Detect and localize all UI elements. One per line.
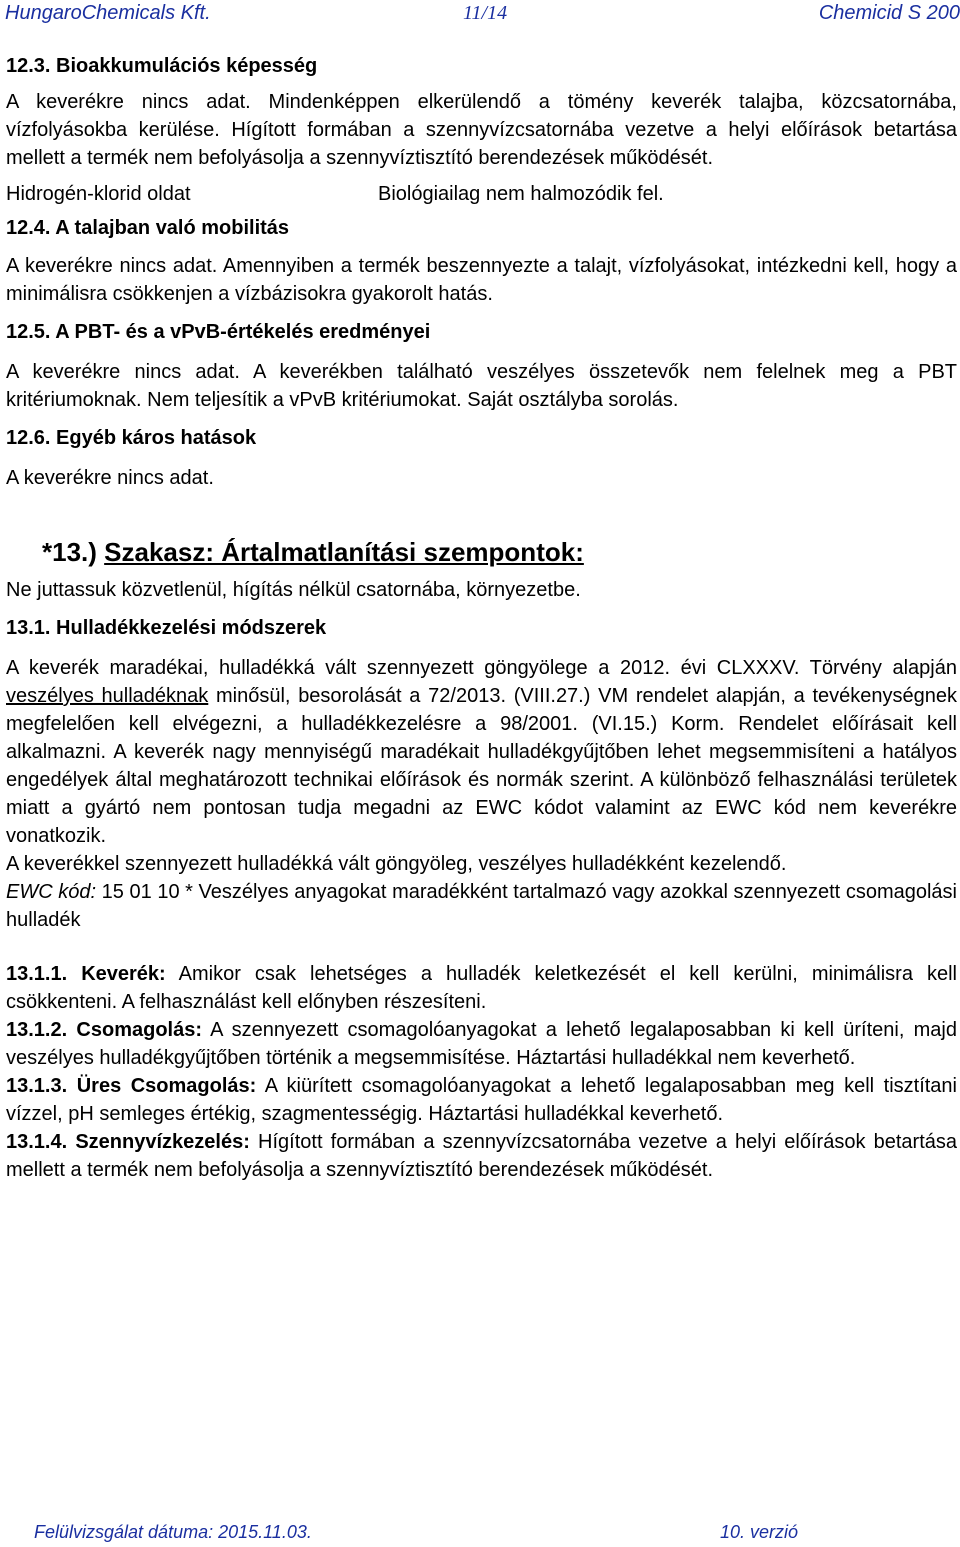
- item-label: Csomagolás:: [76, 1019, 202, 1041]
- substance-name: Hidrogén-klorid oldat: [6, 183, 191, 205]
- paragraph-13-1-main: [6, 654, 957, 850]
- heading-13-1: 13.1. Hulladékkezelési módszerek: [6, 617, 327, 639]
- substance-value: Biológiailag nem halmozódik fel.: [378, 183, 664, 205]
- item-number: 13.1.2.: [6, 1019, 68, 1041]
- version: 10. verzió: [720, 1522, 799, 1542]
- item-text: A kiürített csomagolóanyagokat a lehető legalaposabban meg kell tisztítani vízzel, pH semleges értékig, szagmentességig. Háztartási hulladékkal keverhető.: [6, 1075, 957, 1125]
- substance-row: [6, 180, 957, 208]
- item-text: A szennyezett csomagolóanyagokat a lehető legalaposabban ki kell üríteni, majd veszélyes hulladékgyűjtőben történik a megsemmisítése. Háztartási hulladékkal nem keverhető.: [6, 1019, 957, 1069]
- page-footer: [34, 1522, 834, 1546]
- review-date: Felülvizsgálat dátuma: 2015.11.03.: [34, 1522, 312, 1542]
- item-number: 13.1.1.: [6, 963, 68, 985]
- ewc-label: EWC kód:: [6, 881, 97, 903]
- section-13-intro: Ne juttassuk közvetlenül, hígítás nélkül csatornába, környezetbe.: [6, 579, 581, 601]
- heading-12-4: 12.4. A talajban való mobilitás: [6, 217, 290, 239]
- paragraph-12-6: A keverékre nincs adat.: [6, 467, 214, 489]
- heading-12-6: 12.6. Egyéb káros hatások: [6, 427, 257, 449]
- section-13-prefix: *13.): [42, 537, 97, 567]
- item-text: Hígított formában a szennyvízcsatornába vezetve a helyi előírások betartása mellett a termék nem befolyásolja a szennyvíztisztító berendezések működését.: [6, 1131, 958, 1181]
- paragraph-12-4: A keverékre nincs adat. Amennyiben a termék beszennyezte a talajt, vízfolyásokat, intézkedni kell, hogy a minimálisra csökkenjen a vízbázisokra gyakorolt hatás.: [6, 255, 957, 305]
- company-name: HungaroChemicals Kft.: [5, 2, 211, 24]
- page-number: 11/14: [463, 2, 508, 24]
- ewc-code-line: [6, 878, 957, 934]
- item-number: 13.1.4.: [6, 1131, 68, 1153]
- document-body: [6, 52, 957, 1184]
- heading-12-5: 12.5. A PBT- és a vPvB-értékelés eredményei: [6, 321, 431, 343]
- item-13-1-3: [6, 1072, 957, 1128]
- ewc-text: 15 01 10 * Veszélyes anyagokat maradékként tartalmazó vagy azokkal szennyezett csomagolási hulladék: [6, 881, 957, 931]
- text-part: minősül, besorolását a 72/2013. (VIII.27.) VM rendelet alapján, a tevékenységnek megfelelően kell elvégezni, a hulladékkezelésre a 98/2001. (VI.15.) Korm. Rendelet előírásait kell alkalmazni. A keverék nagy mennyiségű maradékait hulladékgyűjtőben lehet megsemmisíteni a hatályos engedélyek által meghatározott technikai előírások és normák szerint. A különböző felhasználási területek miatt a gyártó nem pontosan tudja megadni az EWC kódot valamint az EWC kód nem keverékre vonatkozik.: [6, 685, 957, 847]
- item-label: Szennyvízkezelés:: [75, 1131, 250, 1153]
- item-text: Amikor csak lehetséges a hulladék keletkezését el kell kerülni, minimálisra kell csökkenteni. A felhasználást kell előnyben részesíteni.: [6, 963, 957, 1013]
- item-13-1-1: [6, 960, 957, 1016]
- item-13-1-4: [6, 1128, 957, 1184]
- page-header: [5, 2, 960, 32]
- text-part: A keverék maradékai, hulladékká vált szennyezett göngyölege a 2012. évi CLXXXV. Törvény alapján: [6, 657, 957, 679]
- underlined-text: veszélyes hulladéknak: [6, 685, 209, 707]
- item-number: 13.1.3.: [6, 1075, 68, 1097]
- section-13-title: [42, 536, 957, 568]
- item-label: Üres Csomagolás:: [76, 1075, 257, 1097]
- paragraph-12-5: A keverékre nincs adat. A keverékben található veszélyes összetevők nem felelnek meg a PBT kritériumoknak. Nem teljesítik a vPvB kritériumokat. Saját osztályba sorolás.: [6, 361, 957, 411]
- product-name: Chemicid S 200: [818, 2, 960, 24]
- paragraph-13-1-packaging: A keverékkel szennyezett hulladékká vált göngyöleg, veszélyes hulladékként kezelendő.: [6, 853, 787, 875]
- heading-12-3: 12.3. Bioakkumulációs képesség: [6, 55, 318, 77]
- section-13-heading: Szakasz: Ártalmatlanítási szempontok:: [104, 537, 584, 567]
- paragraph-12-3: A keverékre nincs adat. Mindenképpen elkerülendő a tömény keverék talajba, közcsatornába, vízfolyásokba kerülése. Hígított formában a szennyvízcsatornába vezetve a helyi előírások betartása mellett a termék nem befolyásolja a szennyvíztisztító berendezések működését.: [6, 91, 957, 169]
- item-label: Keverék:: [81, 963, 166, 985]
- item-13-1-2: [6, 1016, 957, 1072]
